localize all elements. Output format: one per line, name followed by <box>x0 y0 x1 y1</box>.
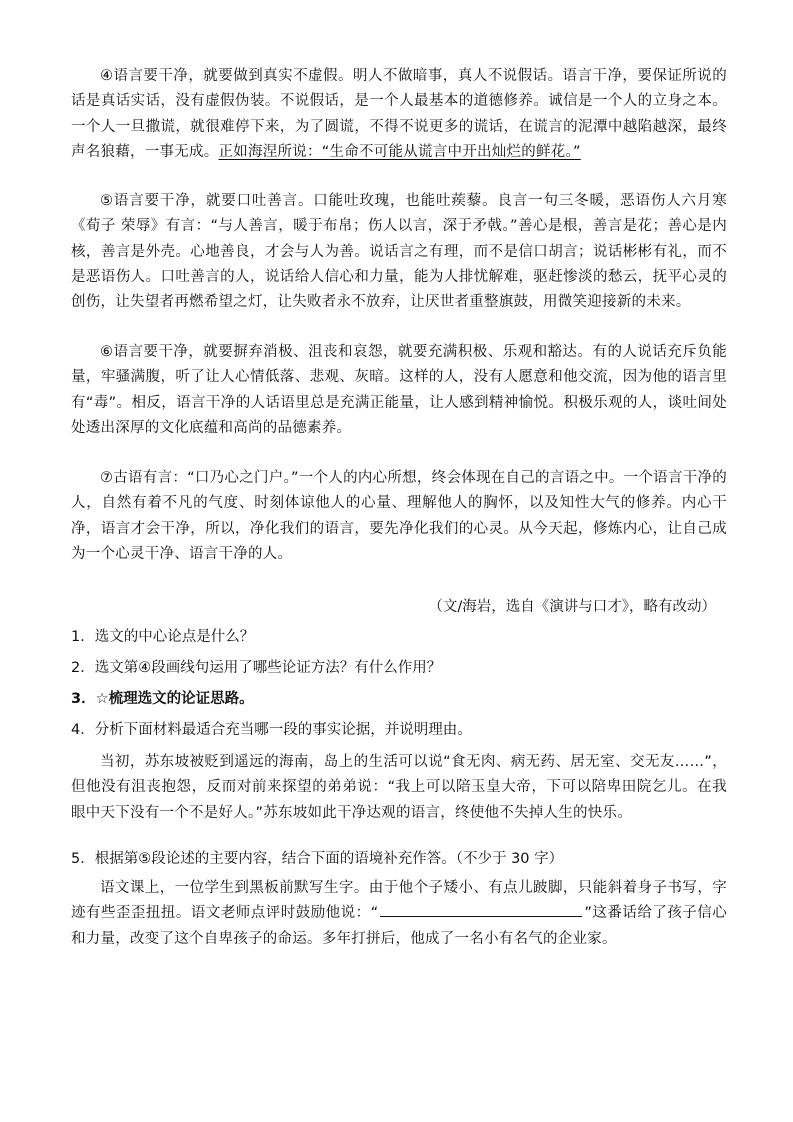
question-2: 2．选文第④段画线句运用了哪些论证方法？有什么作用？ <box>71 660 442 676</box>
question-1: 1．选文的中心论点是什么？ <box>71 629 255 645</box>
paragraph-5: ⑤语言要干净，就要口吐善言。口能吐玫瑰，也能吐蒺藜。良言一句三冬暖，恶语伤人六月寒《荀子 荣辱》有言：“与人善言，暖于布帛；伤人以言，深于矛戟。”善心是根，善言是花；善心是内核，善言是外壳。心地善良，才会与人为善。说话言之有理，而不是信口胡言；说话彬彬有礼，而不是恶语伤人。口吐善言的人，说话给人信心和力量，能为人排忧解难，驱赶惨淡的愁云，抚平心灵的创伤，让失望者再燃希望之灯，让失败者永不放弃，让厌世者重整旗鼓，用微笑迎接新的未来。 <box>71 193 727 311</box>
question-3: 3．☆梳理选文的论证思路。 <box>71 691 254 707</box>
source-citation: （文/海岩，选自《演讲与口才》，略有改动） <box>428 599 716 615</box>
question-4-material: 当初，苏东坡被贬到遥远的海南，岛上的生活可以说“食无肉、病无药、居无室、交无友……”，但他没有沮丧抱怨，反而对前来探望的弟弟说：“我上可以陪玉皇大帝，下可以陪卑田院乞儿。在我眼中天下没有一个不是好人。”苏东坡如此干净达观的语言，终使他不失掉人生的快乐。 <box>71 754 727 821</box>
question-5-after: ”这番话给了孩子信心和力量，改变了这个自卑孩子的命运。多年打拼后，他成了一名小有名气的企业家。 <box>71 905 728 947</box>
answer-blank[interactable] <box>380 902 582 917</box>
question-5: 5．根据第⑤段论述的主要内容，结合下面的语境补充作答。（不少于 30 字） <box>71 851 564 867</box>
paragraph-6: ⑥语言要干净，就要摒弃消极、沮丧和哀怨，就要充满积极、乐观和豁达。有的人说话充斥负能量，牢骚满腹，听了让人心情低落、悲观、灰暗。这样的人，没有人愿意和他交流，因为他的语言里有“毒”。相反，语言干净的人话语里总是充满正能量，让人感到精神愉悦。积极乐观的人，谈吐间处处透出深厚的文化底蕴和高尚的品德素养。 <box>71 344 727 436</box>
question-4: 4．分析下面材料最适合充当哪一段的事实论据，并说明理由。 <box>71 722 472 738</box>
underlined-sentence: 正如海涅所说：“生命不可能从谎言中开出灿烂的鲜花。” <box>218 143 581 160</box>
paragraph-4-text: ④语言要干净，就要做到真实不虚假。明人不做暗事，真人不说假话。语言干净，要保证所说的话是真话实话，没有虚假伪装。不说假话，是一个人最基本的道德修养。诚信是一个人的立身之本。一个人一旦撒谎，就很难停下来，为了圆谎，不得不说更多的谎话，在谎言的泥潭中越陷越深，最终声名狼藉，一事无成。 <box>71 68 727 160</box>
question-5-before: 语文课上，一位学生到黑板前默写生字。由于他个子矮小、有点儿跛脚，只能斜着身子书写，字迹有些歪歪扭扭。语文老师点评时鼓励他说：“ <box>71 880 727 922</box>
paragraph-7: ⑦古语有言：“口乃心之门户。”一个人的内心所想，终会体现在自己的言语之中。一个语言干净的人，自然有着不凡的气度、时刻体谅他人的心量、理解他人的胸怀，以及知性大气的修养。内心干净，语言才会干净，所以，净化我们的语言，要先净化我们的心灵。从今天起，修炼内心，让自己成为一个心灵干净、语言干净的人。 <box>71 470 727 562</box>
paragraph-4 <box>71 64 727 165</box>
question-5-context <box>71 876 727 952</box>
